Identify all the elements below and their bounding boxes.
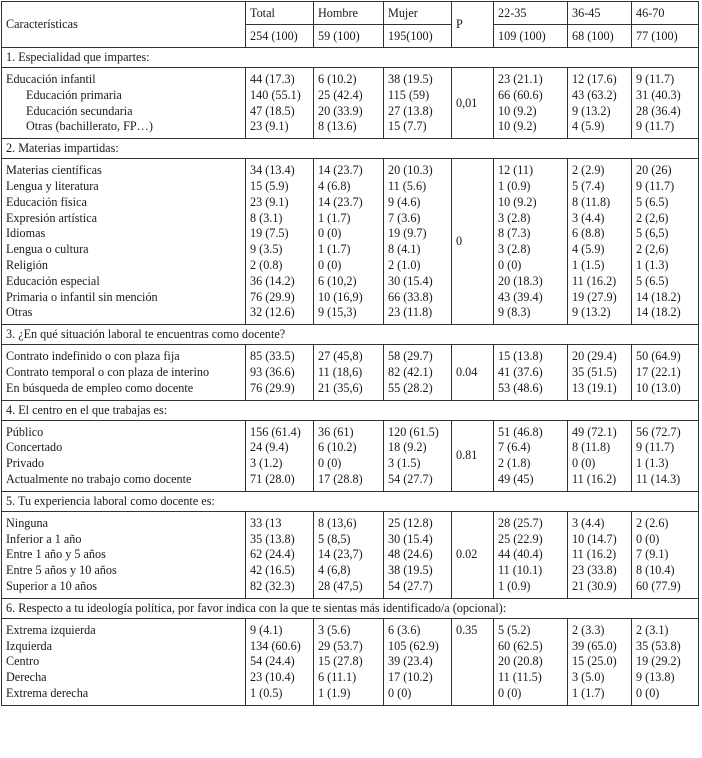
cell-value: 2 (2.9) xyxy=(572,163,605,178)
cell-value: 10 (9.2) xyxy=(498,119,537,134)
cell-value: 27 (45,8) xyxy=(318,349,363,364)
n-age-46-70: 77 (100) xyxy=(632,25,699,48)
p-value: 0.35 xyxy=(452,618,494,705)
section-title: 3. ¿En qué situación laboral te encuentras como docente? xyxy=(2,325,699,345)
cell-value: 0 (0) xyxy=(388,685,412,700)
cell-value: 9 (4.6) xyxy=(388,194,421,209)
cell-value: 134 (60.6) xyxy=(250,638,301,653)
row-label: Centro xyxy=(6,654,40,669)
row-label: Derecha xyxy=(6,670,47,685)
column-age3 xyxy=(632,345,699,400)
cell-value: 1 (0.5) xyxy=(250,685,283,700)
cell-value: 48 (24.6) xyxy=(388,547,433,562)
n-hombre: 59 (100) xyxy=(314,25,384,48)
cell-value: 4 (6.8) xyxy=(318,178,351,193)
cell-value: 8 (13.6) xyxy=(318,119,357,134)
cell-value: 54 (27.7) xyxy=(388,471,433,486)
column-age1 xyxy=(494,159,568,325)
column-total xyxy=(246,420,314,491)
row-label: Ninguna xyxy=(6,515,48,530)
cell-value: 39 (65.0) xyxy=(572,638,617,653)
cell-value: 7 (3.6) xyxy=(388,210,421,225)
cell-value: 19 (29.2) xyxy=(636,654,681,669)
cell-value: 2 (2.6) xyxy=(636,515,669,530)
characteristics-table xyxy=(1,1,699,706)
row-label: Idiomas xyxy=(6,226,46,241)
column-age2 xyxy=(568,618,632,705)
cell-value: 6 (3.6) xyxy=(388,622,421,637)
column-label xyxy=(2,420,246,491)
cell-value: 38 (19.5) xyxy=(388,563,433,578)
cell-value: 25 (22.9) xyxy=(498,531,543,546)
column-age3 xyxy=(632,511,699,598)
n-mujer: 195(100) xyxy=(384,25,452,48)
row-label: Educación secundaria xyxy=(26,103,133,118)
cell-value: 5 (6.5) xyxy=(636,194,669,209)
row-label: Educación especial xyxy=(6,273,100,288)
section-body-row xyxy=(2,345,699,400)
section-title: 2. Materias impartidas: xyxy=(2,139,699,159)
cell-value: 38 (19.5) xyxy=(388,72,433,86)
cell-value: 13 (19.1) xyxy=(572,380,617,395)
section-body-row xyxy=(2,511,699,598)
cell-value: 43 (63.2) xyxy=(572,87,617,102)
row-label: Privado xyxy=(6,456,44,471)
column-total xyxy=(246,511,314,598)
cell-value: 15 (27.8) xyxy=(318,654,363,669)
header-characteristics: Características xyxy=(2,2,246,48)
cell-value: 14 (18.2) xyxy=(636,289,681,304)
row-label: Actualmente no trabajo como docente xyxy=(6,471,192,486)
cell-value: 35 (53.8) xyxy=(636,638,681,653)
cell-value: 0 (0) xyxy=(318,257,342,272)
cell-value: 17 (10.2) xyxy=(388,670,433,685)
cell-value: 115 (59) xyxy=(388,87,430,102)
section-title-row xyxy=(2,325,699,345)
cell-value: 20 (33.9) xyxy=(318,103,363,118)
column-age2 xyxy=(568,68,632,139)
section-title-row xyxy=(2,598,699,618)
cell-value: 5 (6.5) xyxy=(636,273,669,288)
cell-value: 6 (11.1) xyxy=(318,670,357,685)
row-label: Público xyxy=(6,424,44,439)
header-age-36-45: 36-45 xyxy=(568,2,632,25)
row-label: Educación física xyxy=(6,194,87,209)
cell-value: 11 (11.5) xyxy=(498,670,542,685)
cell-value: 53 (48.6) xyxy=(498,380,543,395)
cell-value: 8 (11.8) xyxy=(572,194,611,209)
cell-value: 11 (16.2) xyxy=(572,471,617,486)
cell-value: 66 (33.8) xyxy=(388,289,433,304)
cell-value: 9 (13.2) xyxy=(572,103,611,118)
cell-value: 20 (26) xyxy=(636,163,672,178)
cell-value: 21 (35,6) xyxy=(318,380,363,395)
header-age-46-70: 46-70 xyxy=(632,2,699,25)
cell-value: 36 (14.2) xyxy=(250,273,295,288)
cell-value: 1 (1.3) xyxy=(636,456,669,471)
row-label: Religión xyxy=(6,257,48,272)
cell-value: 4 (5.9) xyxy=(572,242,605,257)
cell-value: 2 (3.1) xyxy=(636,622,669,637)
cell-value: 8 (13,6) xyxy=(318,515,357,530)
cell-value: 14 (23.7) xyxy=(318,163,363,178)
cell-value: 23 (9.1) xyxy=(250,119,289,134)
cell-value: 25 (42.4) xyxy=(318,87,363,102)
cell-value: 15 (13.8) xyxy=(498,349,543,364)
row-label: Lengua y literatura xyxy=(6,178,99,193)
cell-value: 41 (37.6) xyxy=(498,364,543,379)
cell-value: 35 (51.5) xyxy=(572,364,617,379)
cell-value: 10 (13.0) xyxy=(636,380,681,395)
cell-value: 156 (61.4) xyxy=(250,424,301,439)
cell-value: 20 (18.3) xyxy=(498,273,543,288)
cell-value: 4 (5.9) xyxy=(572,119,605,134)
cell-value: 76 (29.9) xyxy=(250,380,295,395)
cell-value: 5 (8,5) xyxy=(318,531,351,546)
cell-value: 3 (4.4) xyxy=(572,515,605,530)
cell-value: 20 (10.3) xyxy=(388,163,433,178)
cell-value: 10 (14.7) xyxy=(572,531,617,546)
cell-value: 23 (9.1) xyxy=(250,194,289,209)
cell-value: 17 (22.1) xyxy=(636,364,681,379)
cell-value: 23 (10.4) xyxy=(250,670,295,685)
column-age2 xyxy=(568,511,632,598)
cell-value: 10 (9.2) xyxy=(498,194,537,209)
cell-value: 76 (29.9) xyxy=(250,289,295,304)
cell-value: 120 (61.5) xyxy=(388,424,439,439)
column-age3 xyxy=(632,618,699,705)
column-total xyxy=(246,68,314,139)
cell-value: 2 (3.3) xyxy=(572,622,605,637)
cell-value: 24 (9.4) xyxy=(250,440,289,455)
cell-value: 140 (55.1) xyxy=(250,87,301,102)
cell-value: 23 (33.8) xyxy=(572,563,617,578)
row-label: Educación infantil xyxy=(6,72,96,86)
cell-value: 60 (77.9) xyxy=(636,578,681,593)
column-hombre xyxy=(314,68,384,139)
cell-value: 30 (15.4) xyxy=(388,531,433,546)
row-label: Materias científicas xyxy=(6,163,102,178)
row-label: Concertado xyxy=(6,440,63,455)
column-total xyxy=(246,618,314,705)
section-body-row xyxy=(2,68,699,139)
cell-value: 3 (1.5) xyxy=(388,456,421,471)
row-label: Izquierda xyxy=(6,638,53,653)
cell-value: 0 (0) xyxy=(498,685,522,700)
cell-value: 15 (25.0) xyxy=(572,654,617,669)
cell-value: 18 (9.2) xyxy=(388,440,427,455)
cell-value: 17 (28.8) xyxy=(318,471,363,486)
header-hombre: Hombre xyxy=(314,2,384,25)
cell-value: 2 (1.0) xyxy=(388,257,421,272)
section-title-row xyxy=(2,48,699,68)
section-title: 5. Tu experiencia laboral como docente es: xyxy=(2,491,699,511)
column-age1 xyxy=(494,345,568,400)
column-total xyxy=(246,159,314,325)
cell-value: 58 (29.7) xyxy=(388,349,433,364)
cell-value: 20 (20.8) xyxy=(498,654,543,669)
cell-value: 1 (1.7) xyxy=(572,685,605,700)
cell-value: 8 (4.1) xyxy=(388,242,421,257)
section-title-row xyxy=(2,491,699,511)
header-p: P xyxy=(452,2,494,48)
cell-value: 12 (17.6) xyxy=(572,72,617,86)
cell-value: 3 (1.2) xyxy=(250,456,283,471)
cell-value: 9 (11.7) xyxy=(636,440,675,455)
cell-value: 93 (36.6) xyxy=(250,364,295,379)
cell-value: 54 (24.4) xyxy=(250,654,295,669)
cell-value: 3 (5.6) xyxy=(318,622,351,637)
section-body-row xyxy=(2,420,699,491)
cell-value: 36 (61) xyxy=(318,424,354,439)
cell-value: 44 (17.3) xyxy=(250,72,295,86)
cell-value: 6 (10.2) xyxy=(318,440,357,455)
cell-value: 44 (40.4) xyxy=(498,547,543,562)
row-label: Contrato indefinido o con plaza fija xyxy=(6,349,180,364)
cell-value: 9 (13.2) xyxy=(572,305,611,320)
cell-value: 12 (11) xyxy=(498,163,534,178)
column-mujer xyxy=(384,345,452,400)
row-label: Extrema izquierda xyxy=(6,622,96,637)
column-age1 xyxy=(494,618,568,705)
cell-value: 14 (23,7) xyxy=(318,547,363,562)
cell-value: 8 (10.4) xyxy=(636,563,675,578)
cell-value: 14 (23.7) xyxy=(318,194,363,209)
cell-value: 66 (60.6) xyxy=(498,87,543,102)
cell-value: 60 (62.5) xyxy=(498,638,543,653)
p-value: 0 xyxy=(452,159,494,325)
p-value: 0.02 xyxy=(452,511,494,598)
cell-value: 10 (9.2) xyxy=(498,103,537,118)
column-age2 xyxy=(568,345,632,400)
cell-value: 15 (7.7) xyxy=(388,119,427,134)
row-label: Expresión artística xyxy=(6,210,98,225)
cell-value: 33 (13 xyxy=(250,515,282,530)
cell-value: 4 (6,8) xyxy=(318,563,351,578)
cell-value: 3 (4.4) xyxy=(572,210,605,225)
cell-value: 11 (16.2) xyxy=(572,273,617,288)
cell-value: 2 (1.8) xyxy=(498,456,531,471)
cell-value: 11 (14.3) xyxy=(636,471,681,486)
column-age1 xyxy=(494,68,568,139)
cell-value: 82 (42.1) xyxy=(388,364,433,379)
cell-value: 8 (11.8) xyxy=(572,440,611,455)
header-age-22-35: 22-35 xyxy=(494,2,568,25)
column-label xyxy=(2,511,246,598)
section-title-row xyxy=(2,139,699,159)
cell-value: 0 (0) xyxy=(572,456,596,471)
cell-value: 82 (32.3) xyxy=(250,578,295,593)
cell-value: 3 (2.8) xyxy=(498,210,531,225)
cell-value: 7 (9.1) xyxy=(636,547,669,562)
cell-value: 9 (3.5) xyxy=(250,242,283,257)
cell-value: 39 (23.4) xyxy=(388,654,433,669)
cell-value: 0 (0) xyxy=(498,257,522,272)
cell-value: 19 (27.9) xyxy=(572,289,617,304)
cell-value: 27 (13.8) xyxy=(388,103,433,118)
cell-value: 71 (28.0) xyxy=(250,471,295,486)
cell-value: 11 (5.6) xyxy=(388,178,427,193)
row-label: Inferior a 1 año xyxy=(6,531,82,546)
cell-value: 28 (25.7) xyxy=(498,515,543,530)
cell-value: 11 (10.1) xyxy=(498,563,543,578)
column-mujer xyxy=(384,159,452,325)
cell-value: 35 (13.8) xyxy=(250,531,295,546)
cell-value: 47 (18.5) xyxy=(250,103,295,118)
cell-value: 1 (1.7) xyxy=(318,210,351,225)
section-body-row xyxy=(2,159,699,325)
cell-value: 85 (33.5) xyxy=(250,349,295,364)
cell-value: 2 (2,6) xyxy=(636,242,669,257)
cell-value: 105 (62.9) xyxy=(388,638,439,653)
cell-value: 20 (29.4) xyxy=(572,349,617,364)
section-body-row xyxy=(2,618,699,705)
row-label: Otras xyxy=(6,305,33,320)
cell-value: 3 (2.8) xyxy=(498,242,531,257)
cell-value: 9 (8.3) xyxy=(498,305,531,320)
column-total xyxy=(246,345,314,400)
column-hombre xyxy=(314,618,384,705)
column-label xyxy=(2,159,246,325)
cell-value: 42 (16.5) xyxy=(250,563,295,578)
cell-value: 10 (16,9) xyxy=(318,289,363,304)
cell-value: 3 (5.0) xyxy=(572,670,605,685)
p-value: 0.04 xyxy=(452,345,494,400)
column-hombre xyxy=(314,511,384,598)
cell-value: 32 (12.6) xyxy=(250,305,295,320)
cell-value: 9 (4.1) xyxy=(250,622,283,637)
cell-value: 11 (16.2) xyxy=(572,547,617,562)
cell-value: 1 (1.7) xyxy=(318,242,351,257)
cell-value: 28 (47,5) xyxy=(318,578,363,593)
row-label: Entre 5 años y 10 años xyxy=(6,563,117,578)
cell-value: 49 (72.1) xyxy=(572,424,617,439)
cell-value: 19 (7.5) xyxy=(250,226,289,241)
cell-value: 28 (36.4) xyxy=(636,103,681,118)
column-hombre xyxy=(314,159,384,325)
cell-value: 8 (7.3) xyxy=(498,226,531,241)
cell-value: 19 (9.7) xyxy=(388,226,427,241)
cell-value: 1 (1.5) xyxy=(572,257,605,272)
cell-value: 1 (1.3) xyxy=(636,257,669,272)
column-age3 xyxy=(632,68,699,139)
cell-value: 9 (15,3) xyxy=(318,305,357,320)
section-title: 6. Respecto a tu ideología política, por favor indica con la que te sientas más identificado/a (opcional): xyxy=(2,598,699,618)
section-title-row xyxy=(2,400,699,420)
column-age3 xyxy=(632,159,699,325)
cell-value: 9 (11.7) xyxy=(636,72,675,86)
p-value: 0,01 xyxy=(452,68,494,139)
column-label xyxy=(2,68,246,139)
cell-value: 1 (0.9) xyxy=(498,178,531,193)
row-label: Superior a 10 años xyxy=(6,578,98,593)
cell-value: 31 (40.3) xyxy=(636,87,681,102)
cell-value: 62 (24.4) xyxy=(250,547,295,562)
header-total: Total xyxy=(246,2,314,25)
cell-value: 6 (10,2) xyxy=(318,273,357,288)
cell-value: 29 (53.7) xyxy=(318,638,363,653)
cell-value: 0 (0) xyxy=(636,685,660,700)
cell-value: 2 (0.8) xyxy=(250,257,283,272)
section-title: 1. Especialidad que impartes: xyxy=(2,48,699,68)
cell-value: 6 (10.2) xyxy=(318,72,357,86)
cell-value: 1 (1.9) xyxy=(318,685,351,700)
header-row xyxy=(2,2,699,25)
cell-value: 43 (39.4) xyxy=(498,289,543,304)
column-label xyxy=(2,618,246,705)
cell-value: 34 (13.4) xyxy=(250,163,295,178)
column-age3 xyxy=(632,420,699,491)
row-label: Contrato temporal o con plaza de interino xyxy=(6,364,210,379)
cell-value: 7 (6.4) xyxy=(498,440,531,455)
column-age1 xyxy=(494,420,568,491)
n-total: 254 (100) xyxy=(246,25,314,48)
cell-value: 5 (6,5) xyxy=(636,226,669,241)
cell-value: 50 (64.9) xyxy=(636,349,681,364)
cell-value: 2 (2,6) xyxy=(636,210,669,225)
cell-value: 9 (11.7) xyxy=(636,119,675,134)
column-age1 xyxy=(494,511,568,598)
column-label xyxy=(2,345,246,400)
cell-value: 14 (18.2) xyxy=(636,305,681,320)
cell-value: 25 (12.8) xyxy=(388,515,433,530)
cell-value: 5 (5.2) xyxy=(498,622,531,637)
column-mujer xyxy=(384,618,452,705)
row-label: Extrema derecha xyxy=(6,685,89,700)
row-label: Otras (bachillerato, FP…) xyxy=(26,119,153,134)
cell-value: 0 (0) xyxy=(318,226,342,241)
row-label: Entre 1 año y 5 años xyxy=(6,547,106,562)
cell-value: 0 (0) xyxy=(636,531,660,546)
n-age-36-45: 68 (100) xyxy=(568,25,632,48)
cell-value: 9 (13.8) xyxy=(636,670,675,685)
column-hombre xyxy=(314,345,384,400)
cell-value: 54 (27.7) xyxy=(388,578,433,593)
row-label: Educación primaria xyxy=(26,87,122,102)
cell-value: 6 (8.8) xyxy=(572,226,605,241)
p-value: 0.81 xyxy=(452,420,494,491)
cell-value: 51 (46.8) xyxy=(498,424,543,439)
column-age2 xyxy=(568,420,632,491)
section-title: 4. El centro en el que trabajas es: xyxy=(2,400,699,420)
cell-value: 8 (3.1) xyxy=(250,210,283,225)
row-label: Primaria o infantil sin mención xyxy=(6,289,158,304)
cell-value: 49 (45) xyxy=(498,471,534,486)
cell-value: 23 (11.8) xyxy=(388,305,433,320)
cell-value: 9 (11.7) xyxy=(636,178,675,193)
n-age-22-35: 109 (100) xyxy=(494,25,568,48)
cell-value: 11 (18,6) xyxy=(318,364,363,379)
cell-value: 56 (72.7) xyxy=(636,424,681,439)
column-mujer xyxy=(384,68,452,139)
cell-value: 55 (28.2) xyxy=(388,380,433,395)
cell-value: 5 (7.4) xyxy=(572,178,605,193)
cell-value: 21 (30.9) xyxy=(572,578,617,593)
row-label: En búsqueda de empleo como docente xyxy=(6,380,194,395)
row-label: Lengua o cultura xyxy=(6,242,89,257)
column-mujer xyxy=(384,420,452,491)
cell-value: 15 (5.9) xyxy=(250,178,289,193)
column-mujer xyxy=(384,511,452,598)
header-mujer: Mujer xyxy=(384,2,452,25)
cell-value: 0 (0) xyxy=(318,456,342,471)
column-hombre xyxy=(314,420,384,491)
cell-value: 1 (0.9) xyxy=(498,578,531,593)
cell-value: 30 (15.4) xyxy=(388,273,433,288)
column-age2 xyxy=(568,159,632,325)
cell-value: 23 (21.1) xyxy=(498,72,543,86)
